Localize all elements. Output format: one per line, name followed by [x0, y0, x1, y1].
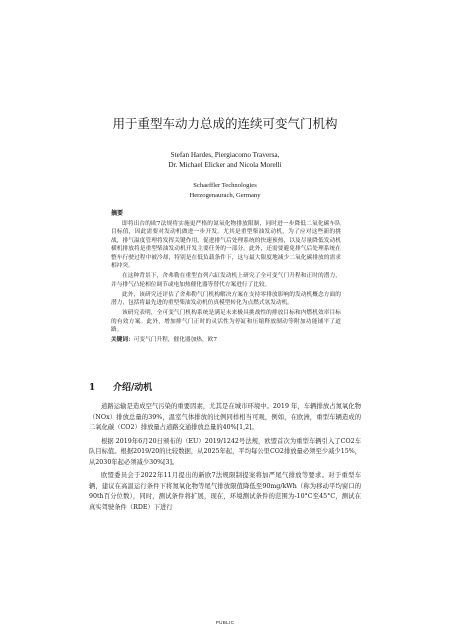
abstract-paragraph: 即将出台的欧7法规将实施更严格的氮氧化物排放限制，同时进一步降低二氧化碳车队目标值，因此需要对发动机做进一步开发。尤其是重型柴油发动机，为了应对这些新的挑战，排气温度管理将发挥关键作用，促进排气后处理系统的快速预热，以及尽量降低发动机横机排放将是重型柴油发动机开发主要任务的一部分。此外，还需要避免排气后处理系统在整车行驶过程中被冷却，特别是在低负载条件下，这与最大限度地减少二氧化碳排放的需求相冲突。	[111, 220, 341, 269]
affiliation	[60, 181, 390, 201]
section-title: 介绍/动机	[113, 383, 153, 393]
section-heading	[89, 382, 369, 394]
paper-title: 用于重型车动力总成的连续可变气门机构	[112, 116, 338, 131]
abstract-block	[111, 210, 341, 345]
section-number: 1	[89, 383, 96, 393]
abstract-heading: 摘要	[111, 210, 124, 217]
authors-line-1: Stefan Hardes, Piergiacomo Traversa,	[170, 151, 280, 159]
authors-line-2: Dr. Michael Elicker and Nicola Morelli	[168, 161, 282, 169]
abstract-paragraph: 在这种背景下，舍弗勒在重型直列六缸发动机上研究了全可变气门升程和正时的潜力，并与排气凸轮相位调节或电加热催化器等替代方案进行了比较。	[111, 273, 341, 288]
keywords-label: 关键词：	[111, 337, 134, 343]
body-paragraph: 道路运输是造成空气污染的重要因素，尤其是在城市环境中。2019 年，车辆排放占氮氧化物（NOx）排放总量的39%，温室气体排放的比例同样相当可观，例如，在欧洲，重型车辆造成的二氧化碳（CO2）排放量占道路交通排放总量的40%[1,2]。	[89, 403, 361, 431]
author-list	[60, 150, 390, 170]
keywords	[111, 336, 341, 345]
body-paragraph: 根据 2019年6月20日颁布的（EU）2019/1242号法规，欧盟首次为重型车辆引入了CO2车队目标值。根据2019/20的比较数据，从2025年起，平均每公里CO2排放量必须至少减少15%，从2030年起必须减少30%[3]。	[89, 437, 361, 466]
affiliation-line-2: Herzogenaurach, Germany	[189, 192, 261, 199]
abstract-paragraph: 此外，该研究还评估了舍弗勒气门机构解决方案在支持零排放影响的发动机概念方面的潜力，包括将最先进的重型柴油发动机仿真模型转化为点燃式氢发动机。	[111, 291, 341, 306]
affiliation-line-1: Schaeffler Technologies	[193, 182, 257, 189]
keywords-text: 可变气门升程，催化器加热，欧7	[133, 337, 217, 343]
abstract-paragraph: 该研究表明，全可变气门机构系统是满足未来极具挑战性的排放目标和内燃机效率目标的有效方案。此外，增加排气门正时的灵活性为停缸和压缩释放制动等附加功能铺平了道路。	[111, 310, 341, 333]
body-text	[89, 402, 361, 516]
body-paragraph: 欧盟委员会于2022年11月提出的新欧7法规限制提案将加严尾气排放等要求。对于重型车辆，建议在高温运行条件下将氮氧化物等尾气排放限值降低至90mg/kWh（称为移动平均窗口的90th百分位数），同时，测试条件将扩展，现在，环境测试条件的范围为-10°C至45°C，测试在真实驾驶条件（RDE）下进行	[89, 472, 361, 511]
classification-footer: PUBLIC	[215, 620, 235, 625]
